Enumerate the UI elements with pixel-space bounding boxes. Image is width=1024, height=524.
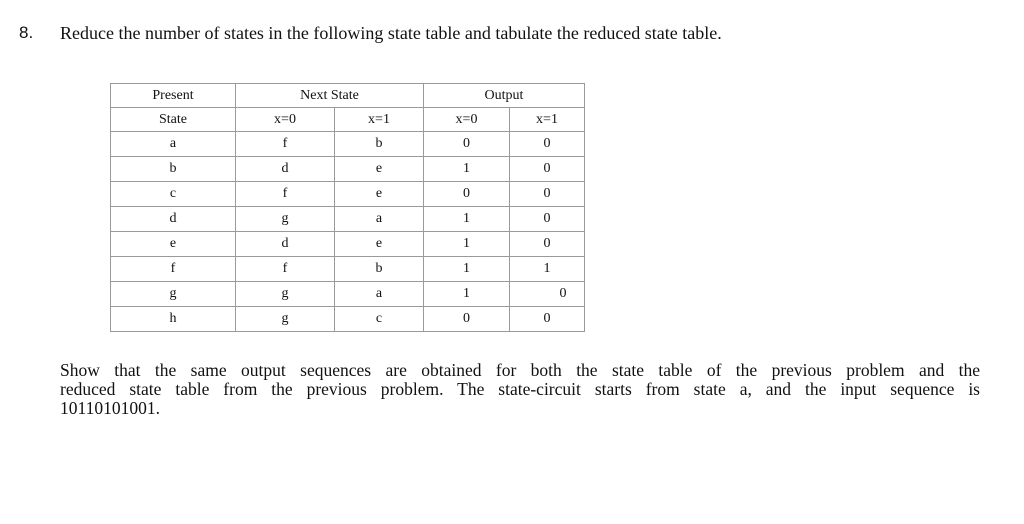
output-x1-cell: 0 — [510, 132, 585, 157]
next-state-x1-cell: e — [335, 232, 424, 257]
output-x0-cell: 1 — [424, 157, 510, 182]
output-x0-cell: 0 — [424, 307, 510, 332]
present-state-cell: f — [111, 257, 236, 282]
present-state-cell: b — [111, 157, 236, 182]
next-state-x1-cell: b — [335, 132, 424, 157]
output-x0-cell: 1 — [424, 232, 510, 257]
question-number: 8. — [19, 23, 34, 42]
follow-up-line-1: Show that the same output sequences are obtained for both the state table of the previous problem and the — [60, 360, 980, 380]
output-x0-cell: 0 — [424, 132, 510, 157]
present-state-cell: d — [111, 207, 236, 232]
next-state-x1-cell: a — [335, 282, 424, 307]
header-output-x0: x=0 — [424, 108, 510, 132]
table-row — [111, 307, 585, 332]
next-state-x0-cell: g — [236, 282, 335, 307]
output-x1-cell: 0 — [510, 307, 585, 332]
next-state-x0-cell: f — [236, 257, 335, 282]
output-x0-cell: 1 — [424, 282, 510, 307]
next-state-x0-cell: f — [236, 182, 335, 207]
next-state-x1-cell: e — [335, 157, 424, 182]
table-row — [111, 282, 585, 307]
table-row — [111, 232, 585, 257]
next-state-x1-cell: c — [335, 307, 424, 332]
present-state-cell: g — [111, 282, 236, 307]
table-row — [111, 157, 585, 182]
next-state-x1-cell: e — [335, 182, 424, 207]
question-text: Reduce the number of states in the following state table and tabulate the reduced state table. — [60, 23, 722, 43]
output-x1-cell: 0 — [510, 207, 585, 232]
follow-up-line-3: 10110101001. — [60, 398, 160, 418]
output-x1-cell: 1 — [510, 257, 585, 282]
table-row — [111, 257, 585, 282]
output-x1-cell: 0 — [510, 182, 585, 207]
header-output: Output — [424, 84, 585, 108]
next-state-x0-cell: g — [236, 307, 335, 332]
header-output-x1: x=1 — [510, 108, 585, 132]
table-row — [111, 207, 585, 232]
next-state-x0-cell: g — [236, 207, 335, 232]
next-state-x1-cell: b — [335, 257, 424, 282]
follow-up-line-2: reduced state table from the previous problem. The state-circuit starts from state a, and the input sequence is — [60, 379, 980, 399]
next-state-x0-cell: d — [236, 232, 335, 257]
follow-up-paragraph — [60, 361, 980, 418]
table-row — [111, 182, 585, 207]
present-state-cell: a — [111, 132, 236, 157]
state-table — [110, 83, 585, 332]
table-row — [111, 132, 585, 157]
header-next-state: Next State — [236, 84, 424, 108]
header-next-x0: x=0 — [236, 108, 335, 132]
output-x1-cell: 0 — [510, 157, 585, 182]
header-next-x1: x=1 — [335, 108, 424, 132]
output-x0-cell: 1 — [424, 207, 510, 232]
output-x0-cell: 1 — [424, 257, 510, 282]
next-state-x0-cell: d — [236, 157, 335, 182]
output-x1-cell: 0 — [510, 232, 585, 257]
output-x1-cell: 0 — [510, 282, 585, 307]
present-state-cell: e — [111, 232, 236, 257]
next-state-x1-cell: a — [335, 207, 424, 232]
output-x0-cell: 0 — [424, 182, 510, 207]
header-present-state-line2: State — [111, 108, 236, 132]
present-state-cell: c — [111, 182, 236, 207]
header-present-state-line1: Present — [111, 84, 236, 108]
next-state-x0-cell: f — [236, 132, 335, 157]
present-state-cell: h — [111, 307, 236, 332]
